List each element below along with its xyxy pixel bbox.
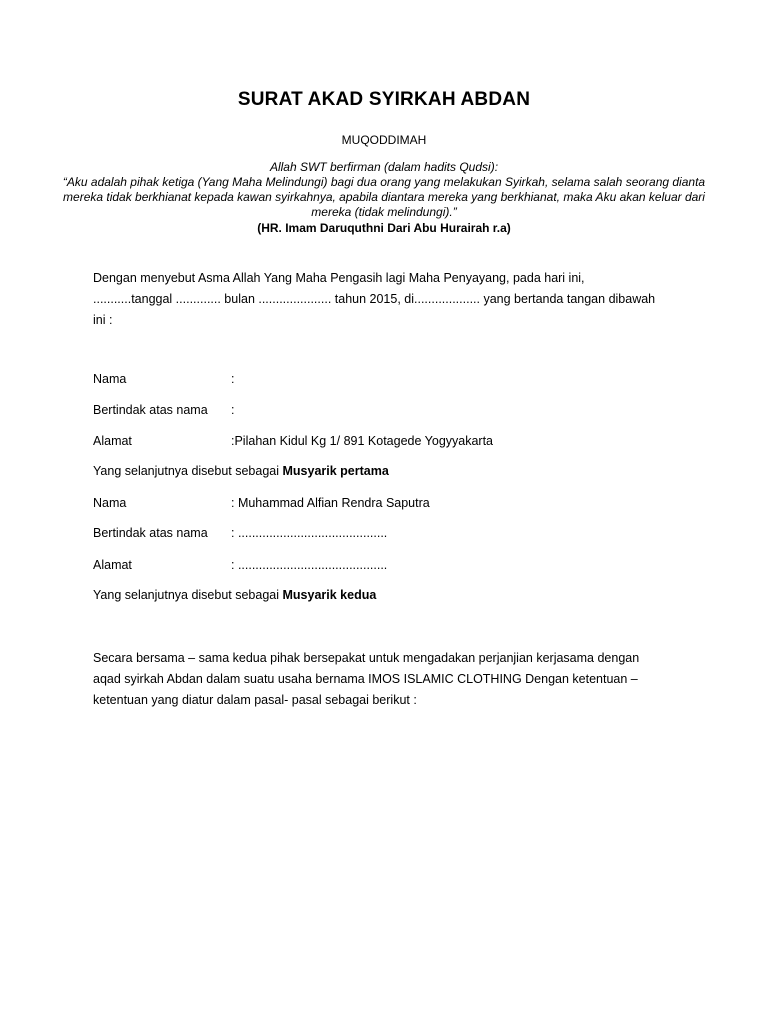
- party1-address-value: :Pilahan Kidul Kg 1/ 891 Kotagede Yogyyakarta: [231, 434, 494, 448]
- party2-acting-value: : ...........................................: [231, 526, 388, 540]
- party2-address-label: Alamat: [93, 558, 132, 572]
- party2-address-value: : ...........................................: [231, 558, 388, 572]
- party1-acting-value: :: [231, 403, 235, 417]
- opening-paragraph: Dengan menyebut Asma Allah Yang Maha Pengasih lagi Maha Penyayang, pada hari ini, ...........tanggal ............. bulan ..................... tahun 2015, di................... yang bertanda tangan dibawah ini :: [93, 271, 656, 327]
- hadith-quote: [60, 160, 708, 236]
- party1-designation: [93, 462, 389, 480]
- party1-acting-label: Bertindak atas nama: [93, 403, 208, 417]
- party2-name-row: [93, 494, 430, 512]
- party2-designation-prefix: Yang selanjutnya disebut sebagai: [93, 588, 283, 602]
- document-title: SURAT AKAD SYIRKAH ABDAN: [237, 89, 531, 110]
- party1-name-row: [93, 370, 234, 388]
- party2-address-row: [93, 556, 387, 574]
- party1-acting-row: [93, 401, 234, 419]
- party2-designation-role: Musyarik kedua: [282, 588, 377, 602]
- quote-source: (HR. Imam Daruquthni Dari Abu Hurairah r.a): [257, 221, 511, 235]
- quote-intro: Allah SWT berfirman (dalam hadits Qudsi):: [269, 160, 499, 174]
- party2-acting-row: [93, 524, 387, 542]
- party2-name-value: : Muhammad Alfian Rendra Saputra: [231, 496, 430, 510]
- party1-name-label: Nama: [93, 372, 127, 386]
- agreement-paragraph: Secara bersama – sama kedua pihak bersepakat untuk mengadakan perjanjian kerjasama dengan aqad syirkah Abdan dalam suatu usaha bernama IMOS ISLAMIC CLOTHING Dengan ketentuan – ketentuan yang diatur dalam pasal- pasal sebagai berikut :: [93, 651, 640, 707]
- party1-address-row: [93, 432, 493, 450]
- party2-name-label: Nama: [93, 496, 127, 510]
- party1-designation-role: Musyarik pertama: [282, 464, 389, 478]
- quote-body: “Aku adalah pihak ketiga (Yang Maha Melindungi) bagi dua orang yang melakukan Syirkah, selama salah seorang dianta mereka tidak berkhianat kepada kawan syirkahnya, apabila diantara mereka yang berkhianat, maka Aku akan keluar dari mereka (tidak melindungi).”: [62, 175, 706, 219]
- party1-name-value: :: [231, 372, 235, 386]
- party2-designation: [93, 586, 376, 604]
- party2-acting-label: Bertindak atas nama: [93, 526, 208, 540]
- party1-address-label: Alamat: [93, 434, 132, 448]
- document-subtitle: MUQODDIMAH: [341, 133, 427, 147]
- party1-designation-prefix: Yang selanjutnya disebut sebagai: [93, 464, 283, 478]
